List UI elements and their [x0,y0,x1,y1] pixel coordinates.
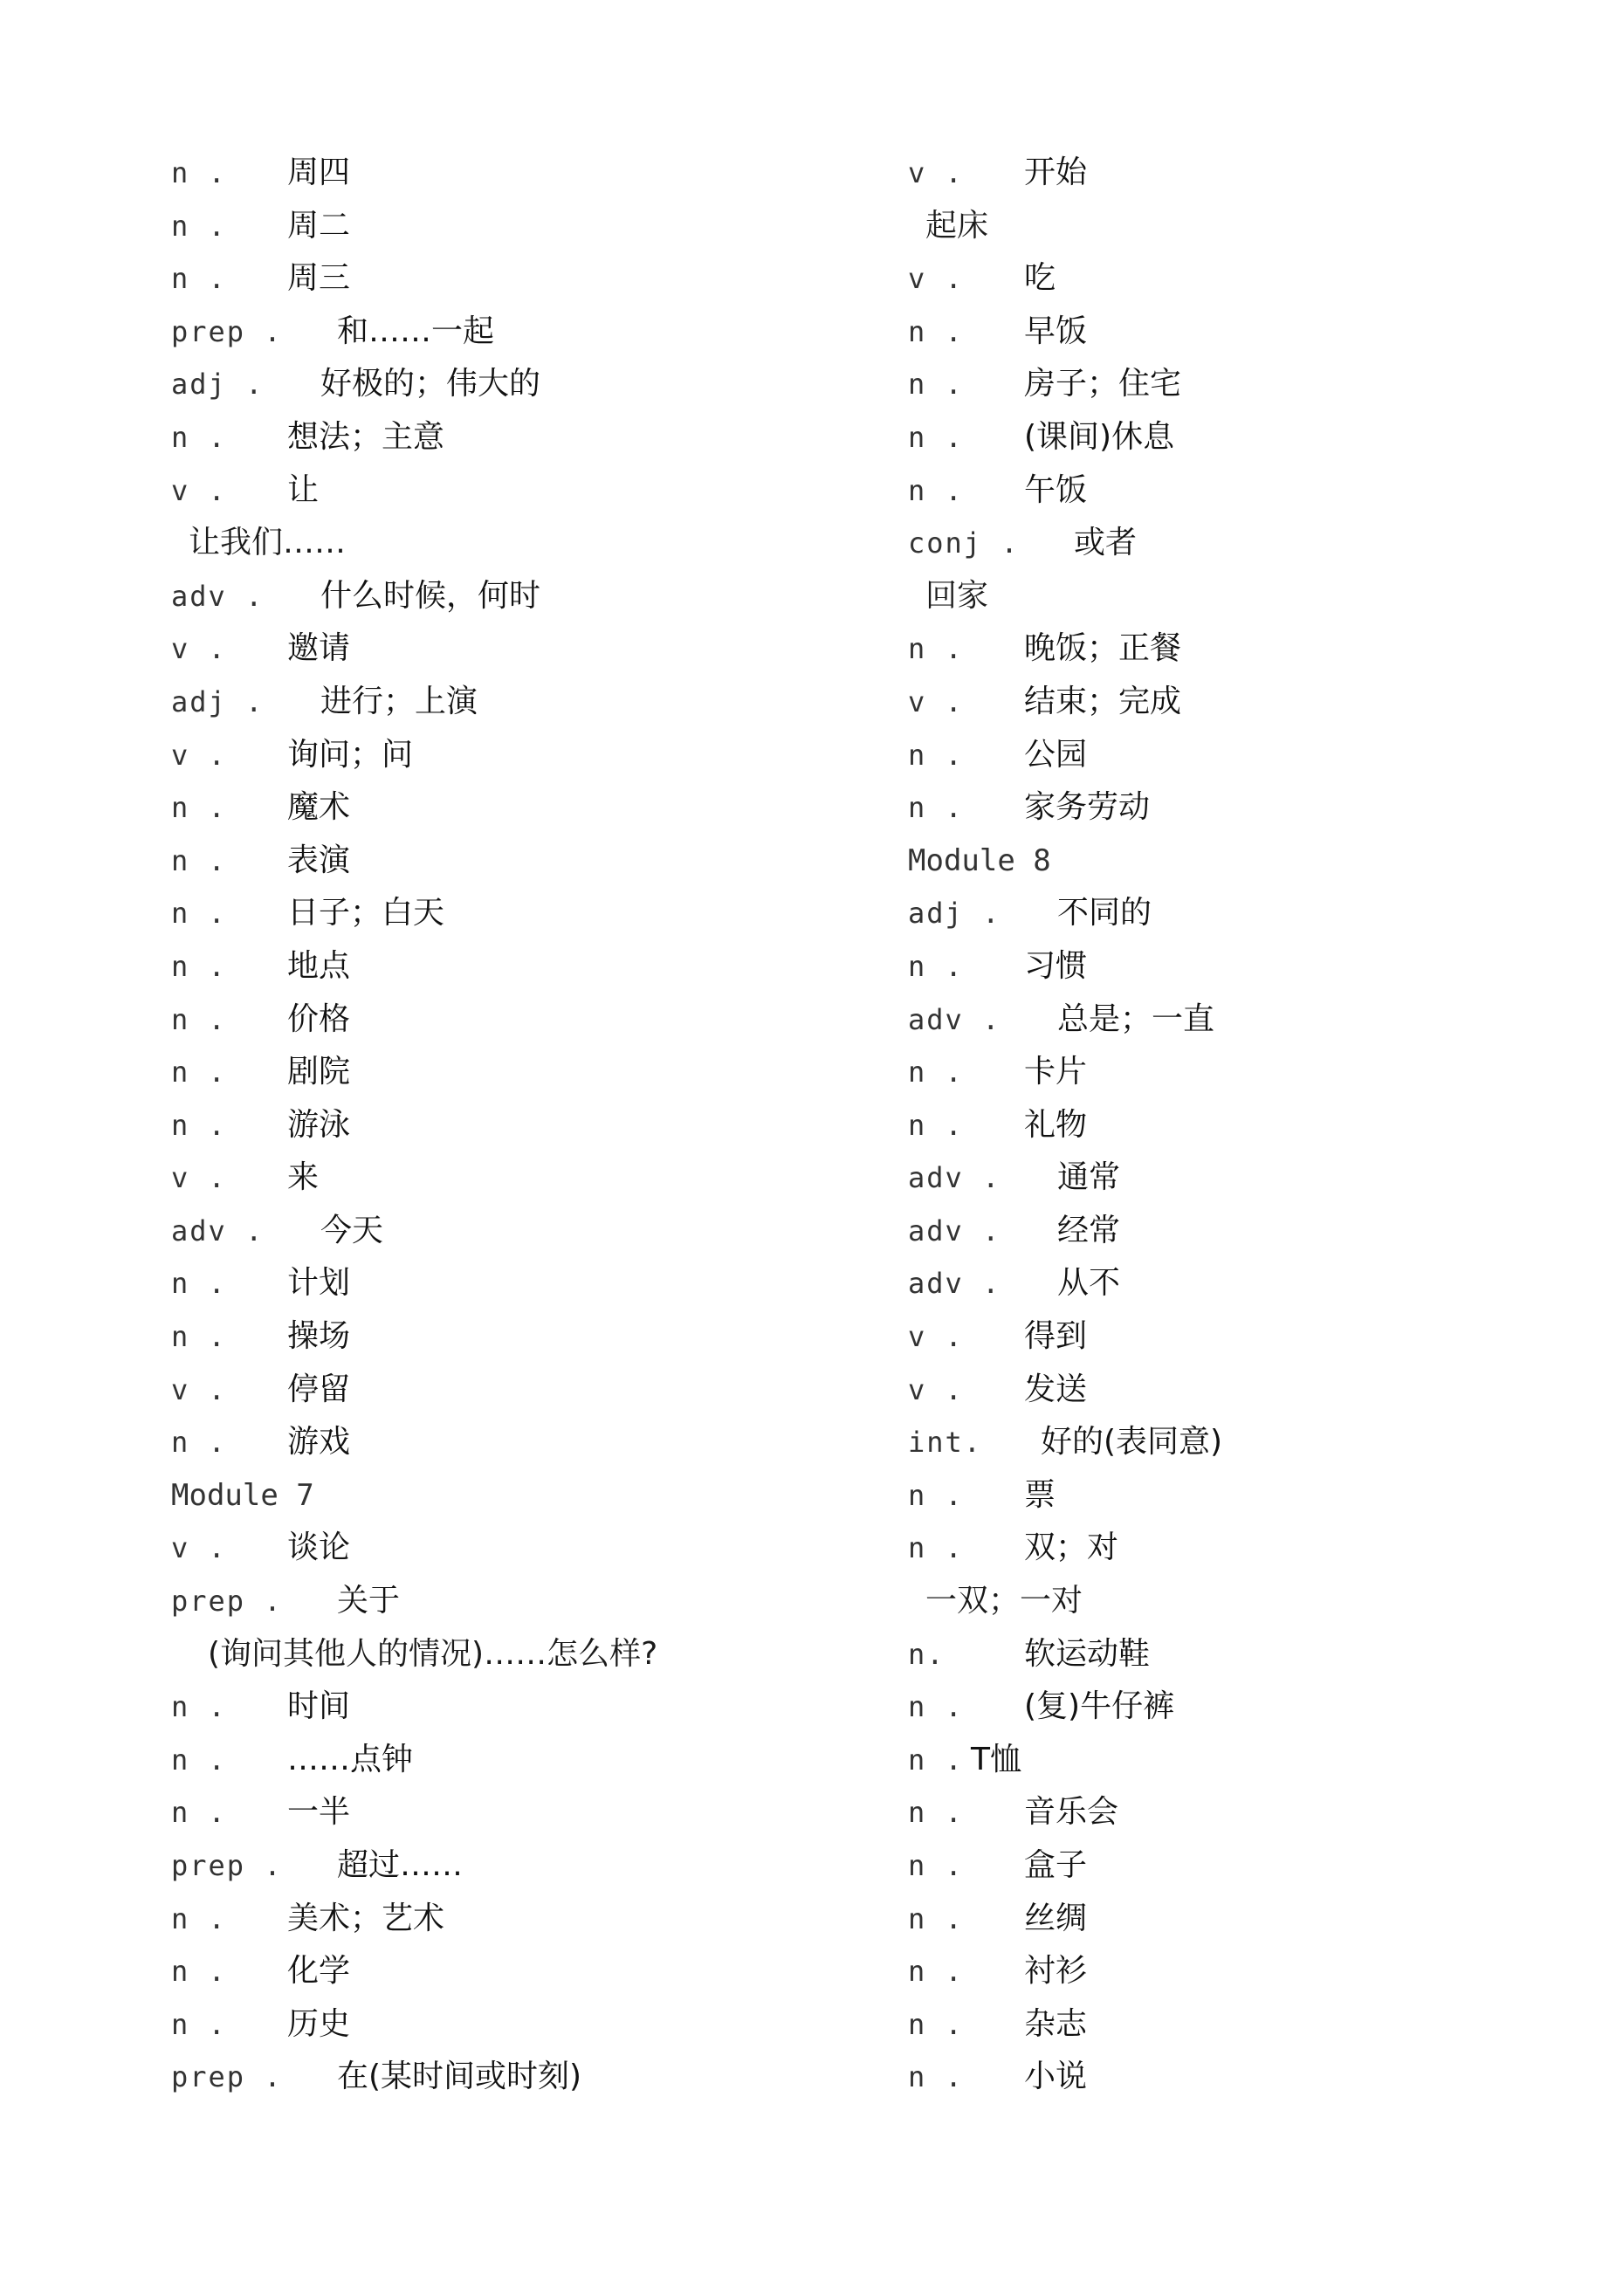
phrase-entry: 起床 [925,207,989,244]
vocab-entry [908,306,1623,359]
vocab-entry [908,887,1623,940]
meaning: 午饭 [1024,471,1088,508]
part-of-speech: adv . [908,1002,1001,1036]
meaning: 关于 [337,1583,401,1619]
meaning: 软运动鞋 [1024,1635,1151,1672]
vocab-entry [171,1099,887,1152]
part-of-speech: v . [908,156,964,189]
part-of-speech: n . [908,1108,964,1142]
meaning: 早饭 [1024,313,1088,349]
part-of-speech: v . [908,1372,964,1406]
meaning: 超过…… [337,1847,464,1883]
part-of-speech: n. [908,1637,946,1671]
part-of-speech: n . [908,791,964,825]
part-of-speech: int. [908,1426,983,1460]
module-heading: Module 7 [171,1477,314,1513]
vocab-entry [908,1893,1623,1946]
vocab-entry [171,1257,887,1310]
part-of-speech: n . [908,314,964,348]
part-of-speech: n . [171,1901,227,1935]
part-of-speech: n . [171,1743,227,1777]
part-of-speech: n . [171,420,227,454]
vocab-entry [171,1786,887,1839]
vocab-entry [908,1257,1623,1310]
part-of-speech: v . [171,1161,227,1195]
vocab-entry [908,147,1623,200]
vocab-entry [908,781,1623,835]
vocab-entry [171,411,887,464]
vocab-entry [908,940,1623,993]
meaning: 家务劳动 [1024,789,1151,826]
meaning: 魔术 [287,789,351,826]
part-of-speech: v . [908,684,964,718]
meaning: 来 [287,1159,320,1196]
part-of-speech: v . [171,1531,227,1565]
part-of-speech: n . [908,1955,964,1989]
vocab-entry [908,1469,1623,1523]
part-of-speech: n . [908,473,964,507]
vocab-entry [171,147,887,200]
part-of-speech: v . [908,262,964,296]
part-of-speech: n . [908,2007,964,2041]
vocab-entry [908,622,1623,676]
part-of-speech: n . [171,1690,227,1724]
vocab-entry [908,517,1623,570]
part-of-speech: prep . [171,2060,283,2094]
meaning: 不同的 [1057,895,1152,931]
meaning: 小说 [1024,2059,1088,2095]
phrase-entry: 回家 [925,577,989,614]
vocab-entry [171,2051,887,2104]
meaning: 进行；上演 [320,683,478,719]
vocab-entry [908,1734,1623,1787]
part-of-speech: n . [171,1002,227,1036]
vocab-entry [908,1839,1623,1893]
part-of-speech: n . [171,949,227,983]
part-of-speech: n . [908,1531,964,1565]
part-of-speech: conj . [908,526,1020,560]
part-of-speech: n . [908,1849,964,1882]
vocab-entry [171,622,887,676]
vocab-entry [171,358,887,411]
meaning: 得到 [1024,1318,1088,1355]
meaning: 操场 [287,1318,351,1355]
part-of-speech: n . [171,209,227,243]
vocab-entry [908,252,1623,306]
meaning: 习惯 [1024,947,1088,984]
meaning: 结束；完成 [1024,683,1182,719]
vocab-entry [171,1734,887,1787]
vocab-entry [171,1998,887,2052]
part-of-speech: n . [171,897,227,931]
vocab-entry [908,1046,1623,1099]
vocab-entry [171,1046,887,1099]
part-of-speech: n . [171,2007,227,2041]
part-of-speech: v . [171,1372,227,1406]
part-of-speech: n . [171,1426,227,1460]
part-of-speech: n . [908,1478,964,1512]
vocab-entry [171,1310,887,1364]
vocab-entry [171,1575,887,1628]
part-of-speech: n . [908,1743,964,1777]
meaning: 周三 [287,260,351,297]
vocab-entry [171,1893,887,1946]
vocab-entry [171,1681,887,1734]
meaning: 在(某时间或时刻) [337,2059,582,2095]
vocab-entry [908,729,1623,782]
part-of-speech: n . [908,632,964,666]
meaning: 化学 [287,1953,351,1990]
part-of-speech: adj . [908,897,1001,931]
vocab-entry [171,1945,887,1998]
vocab-entry [171,200,887,253]
part-of-speech: n . [908,1055,964,1090]
meaning: 双；对 [1024,1530,1119,1566]
meaning: 价格 [287,1000,351,1037]
part-of-speech: n . [171,1320,227,1354]
meaning: 今天 [320,1212,384,1248]
meaning: (课间)休息 [1024,418,1175,455]
meaning: 游泳 [287,1106,351,1143]
meaning: 吃 [1024,260,1056,297]
vocab-entry [908,1205,1623,1258]
meaning: 发送 [1024,1371,1088,1407]
vocab-entry [908,1364,1623,1417]
vocab-entry [908,1099,1623,1152]
part-of-speech: v . [171,473,227,507]
meaning: 邀请 [287,630,351,667]
meaning: 丝绸 [1024,1900,1088,1936]
vocab-entry [908,2051,1623,2104]
vocab-entry [908,1786,1623,1839]
vocab-entry [908,1151,1623,1205]
meaning: 盒子 [1024,1847,1088,1883]
meaning: 总是；一直 [1057,1000,1215,1037]
phrase-entry: (询问其他人的情况)……怎么样? [208,1635,658,1672]
meaning: 公园 [1024,736,1088,773]
vocab-entry [171,1522,887,1575]
meaning: 日子；白天 [287,895,445,931]
meaning: 经常 [1057,1212,1121,1248]
vocab-entry [908,1522,1623,1575]
part-of-speech: n . [908,1796,964,1830]
part-of-speech: adv . [171,579,265,613]
vocab-entry [908,358,1623,411]
meaning: 从不 [1057,1265,1121,1302]
meaning: T恤 [971,1741,1021,1777]
part-of-speech: adv . [908,1161,1001,1195]
vocab-entry [171,1364,887,1417]
part-of-speech: n . [908,1901,964,1935]
vocab-entry [171,835,887,888]
vocab-entry [171,1416,887,1469]
meaning: ……点钟 [287,1741,414,1777]
vocab-entry [908,1628,1623,1681]
meaning: 游戏 [287,1424,351,1461]
meaning: 询问；问 [287,736,414,773]
vocab-entry [908,1998,1623,2052]
vocab-entry [171,1839,887,1893]
meaning: 谈论 [287,1530,351,1566]
vocab-entry [171,1205,887,1258]
vocab-entry [171,940,887,993]
meaning: 美术；艺术 [287,1900,445,1936]
vocab-entry [908,1416,1623,1469]
meaning: 票 [1024,1476,1056,1513]
part-of-speech: adv . [908,1267,1001,1301]
left-vocab-column [171,147,887,2104]
vocab-entry [171,781,887,835]
meaning: 开始 [1024,155,1088,190]
meaning: 历史 [287,2005,351,2042]
vocab-entry [908,993,1623,1047]
part-of-speech: adj . [171,684,265,718]
meaning: 计划 [287,1265,351,1302]
vocab-entry [171,676,887,729]
part-of-speech: v . [171,738,227,772]
vocab-entry [171,1151,887,1205]
vocab-entry [908,1681,1623,1734]
meaning: 礼物 [1024,1106,1088,1143]
part-of-speech: adj . [171,368,265,402]
vocab-entry [908,1945,1623,1998]
part-of-speech: prep . [171,314,283,348]
vocab-entry [171,570,887,623]
vocab-entry [171,252,887,306]
meaning: 和……一起 [337,313,495,349]
meaning: 卡片 [1024,1054,1088,1090]
part-of-speech: n . [171,1955,227,1989]
meaning: 表演 [287,842,351,878]
meaning: 剧院 [287,1054,351,1090]
meaning: 一半 [287,1794,351,1831]
meaning: 好的(表同意) [1041,1424,1223,1461]
vocab-entry [171,993,887,1047]
part-of-speech: n . [908,368,964,402]
meaning: (复)牛仔裤 [1024,1688,1175,1725]
meaning: 时间 [287,1688,351,1725]
part-of-speech: n . [171,1055,227,1090]
meaning: 晚饭；正餐 [1024,630,1182,667]
meaning: 房子；住宅 [1024,366,1182,402]
part-of-speech: n . [171,262,227,296]
vocab-entry [171,729,887,782]
part-of-speech: n . [908,949,964,983]
part-of-speech: adv . [908,1213,1001,1248]
part-of-speech: n . [908,420,964,454]
part-of-speech: v . [171,632,227,666]
part-of-speech: n . [171,791,227,825]
part-of-speech: n . [171,156,227,189]
module-heading: Module 8 [908,842,1051,878]
meaning: 地点 [287,947,351,984]
vocab-entry [171,464,887,518]
part-of-speech: n . [171,1108,227,1142]
meaning: 通常 [1057,1159,1121,1196]
vocab-entry [171,306,887,359]
part-of-speech: n . [171,843,227,877]
part-of-speech: n . [171,1796,227,1830]
part-of-speech: n . [171,1267,227,1301]
vocab-entry [908,676,1623,729]
vocab-entry [908,464,1623,518]
vocab-entry [908,411,1623,464]
meaning: 想法；主意 [287,418,445,455]
phrase-entry: 让我们…… [189,525,347,561]
part-of-speech: v . [908,1320,964,1354]
part-of-speech: prep . [171,1849,283,1882]
phrase-entry: 一双；一对 [925,1583,1083,1619]
meaning: 好极的；伟大的 [320,366,541,402]
part-of-speech: adv . [171,1213,265,1248]
vocab-entry [171,887,887,940]
meaning: 周二 [287,207,351,244]
meaning: 停留 [287,1371,351,1407]
part-of-speech: n . [908,738,964,772]
meaning: 衬衫 [1024,1953,1088,1990]
part-of-speech: n . [908,1690,964,1724]
right-vocab-column [908,147,1623,2104]
meaning: 音乐会 [1024,1794,1119,1831]
meaning: 或者 [1074,525,1138,561]
part-of-speech: n . [908,2060,964,2094]
meaning: 什么时候，何时 [320,577,541,614]
meaning: 杂志 [1024,2005,1088,2042]
part-of-speech: prep . [171,1585,283,1619]
meaning: 让 [287,471,320,508]
meaning: 周四 [287,155,351,190]
vocab-entry [908,1310,1623,1364]
